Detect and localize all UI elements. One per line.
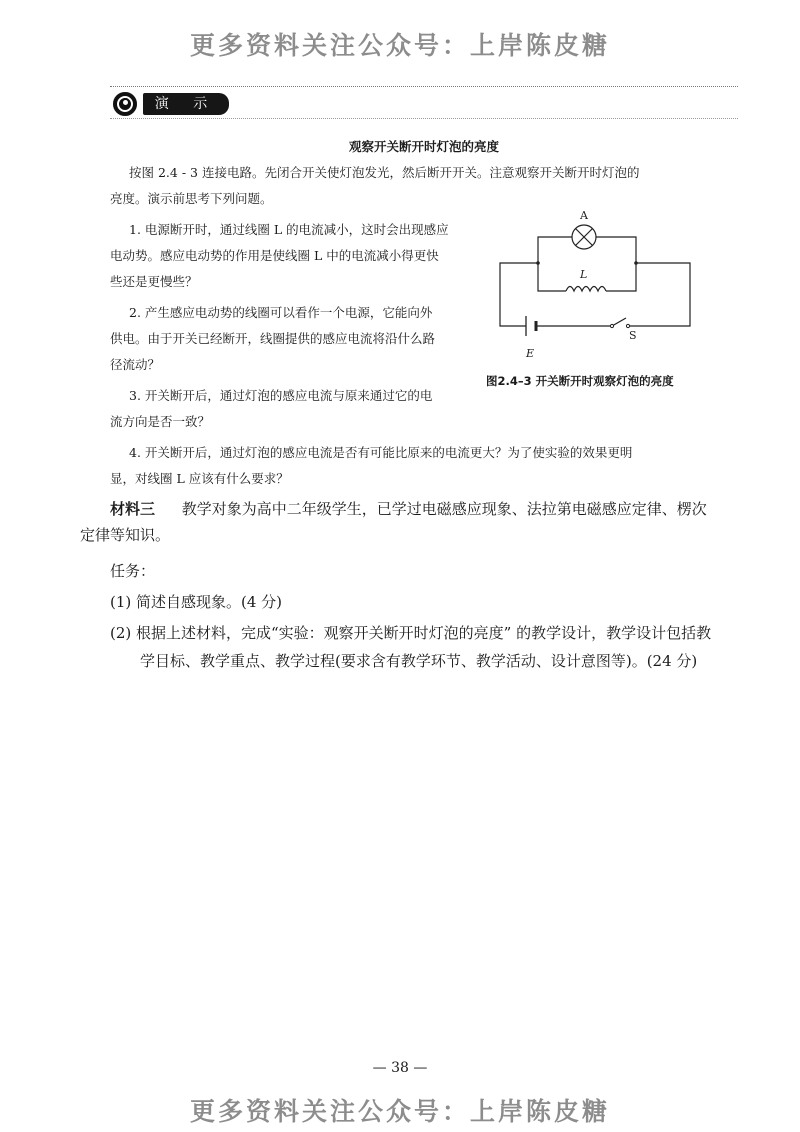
task-heading: 任务： <box>110 562 156 580</box>
question-1-line-2: 电动势。感应电动势的作用是使线圈 L 中的电流减小得更快 <box>110 248 439 263</box>
task-item-2-line-2: 学目标、教学重点、教学过程(要求含有教学环节、教学活动、设计意图等)。(24 分) <box>140 652 698 670</box>
task-item-2-line-1: (2) 根据上述材料，完成“实验：观察开关断开时灯泡的亮度” 的教学设计，教学设计包括教 <box>110 624 712 642</box>
material-label: 材料三 <box>110 500 156 518</box>
question-2-line-2: 供电。由于开关已经断开，线圈提供的感应电流将沿什么路 <box>110 331 436 346</box>
question-1-line-3: 些还是更慢些？ <box>110 274 198 289</box>
task-item-1: (1) 简述自感现象。(4 分) <box>110 593 283 611</box>
question-2-line-1: 2. 产生感应电动势的线圈可以看作一个电源，它能向外 <box>129 305 433 320</box>
question-3-line-2: 流方向是否一致？ <box>110 414 211 429</box>
material-line-2: 定律等知识。 <box>80 526 171 544</box>
badge-circle-icon <box>113 92 137 116</box>
lower-branch-wire <box>538 263 566 291</box>
circuit-diagram <box>492 205 712 365</box>
lower-branch-wire-right <box>606 263 636 291</box>
switch-icon <box>612 318 626 326</box>
coil-icon <box>566 287 606 292</box>
intro-line-1: 按图 2.4 - 3 连接电路。先闭合开关使灯泡发光，然后断开开关。注意观察开关断开时灯泡的 <box>129 165 640 180</box>
outer-right-wire <box>628 263 690 326</box>
demo-badge-label: 演 示 <box>143 93 229 115</box>
outer-left-wire <box>500 263 538 326</box>
page-number: — 38 — <box>372 1060 428 1076</box>
coil-label: L <box>580 268 588 281</box>
figure-caption: 图2.4–3 开关断开时观察灯泡的亮度 <box>486 374 674 388</box>
switch-label: S <box>629 329 637 342</box>
demo-badge <box>113 92 231 116</box>
question-4-line-2: 显，对线圈 L 应该有什么要求？ <box>110 471 289 486</box>
question-1-line-1: 1. 电源断开时，通过线圈 L 的电流减小，这时会出现感应 <box>129 222 449 237</box>
material-line-1: 教学对象为高中二年级学生，已学过电磁感应现象、法拉第电磁感应定律、楞次 <box>181 500 707 518</box>
battery-label: E <box>526 347 535 360</box>
watermark-bottom: 更多资料关注公众号：上岸陈皮糖 <box>189 1097 610 1126</box>
watermark-top: 更多资料关注公众号：上岸陈皮糖 <box>189 31 610 60</box>
header-rule <box>110 86 738 87</box>
question-4-line-1: 4. 开关断开后，通过灯泡的感应电流是否有可能比原来的电流更大？为了使实验的效果更明 <box>129 445 633 460</box>
lamp-label: A <box>580 209 588 222</box>
question-2-line-3: 径流动？ <box>110 357 161 372</box>
question-3-line-1: 3. 开关断开后，通过灯泡的感应电流与原来通过它的电 <box>129 388 433 403</box>
material-three <box>110 498 707 520</box>
upper-branch-wire-right <box>596 237 636 263</box>
upper-branch-wire <box>538 237 572 263</box>
header-rule-lower <box>110 118 738 119</box>
lamp-filament <box>576 229 593 246</box>
section-title: 观察开关断开时灯泡的亮度 <box>348 139 499 154</box>
intro-line-2: 亮度。演示前思考下列问题。 <box>110 191 273 206</box>
